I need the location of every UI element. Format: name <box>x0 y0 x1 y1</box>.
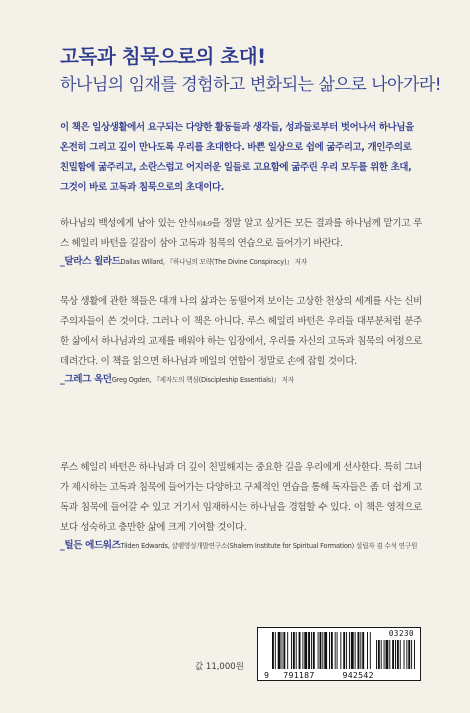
isbn-barcode <box>257 627 421 681</box>
headline-block <box>60 44 460 97</box>
barcode-digits <box>264 670 374 680</box>
barcode-digit-group: 9 <box>264 670 270 680</box>
endorsement-ogden <box>60 292 422 388</box>
barcode-addon-number: 03230 <box>388 629 414 638</box>
endorser-credit: Greg Ogden, 『제자도의 핵심(Discipleship Essentials)』 저자 <box>111 376 294 384</box>
intro-paragraph: 이 책은 일상생활에서 요구되는 다양한 활동들과 생각들, 성과들로부터 벗어나서 하나님을 온전히 그리고 깊이 만나도록 우리를 초대한다. 바쁜 일상으로 쉼에 굶주리고, 개인주의로 친밀함에 굶주리고, 소란스럽고 어지러운 일들로 고요함에 굶주린 우리 모두를 위한 초대, 그것이 바로 고독과 침묵으로의 초대이다. <box>60 122 414 193</box>
headline-title: 고독과 침묵으로의 초대! <box>60 45 266 68</box>
endorsement-text-part: 을 정말 알고 싶거든 모든 결과를 하나님께 맡기고 루스 헤일리 바턴을 길잡이 삼아 고독과 침묵의 연습으로 들어가기 바란다. <box>60 218 422 249</box>
endorser-name: _그레그 옥던 <box>60 374 112 385</box>
endorser-name: _달라스 윌라드 <box>60 256 121 267</box>
endorser-name: _틸든 에드워즈 <box>60 540 121 551</box>
endorsement-text <box>60 214 422 254</box>
endorser-credit: Dallas Willard, 『하나님의 모략(The Divine Conspiracy)』 저자 <box>120 258 307 266</box>
endorsement-text-part: 하나님의 백성에게 남아 있는 안식 <box>60 218 197 229</box>
scripture-reference: 히4:9 <box>196 220 212 228</box>
headline-subtitle: 하나님의 임재를 경험하고 변화되는 삶으로 나아가라! <box>60 75 442 95</box>
barcode-digit-group: 791187 <box>283 670 315 680</box>
endorsement-attribution <box>60 538 422 554</box>
barcode-digit-group: 942542 <box>342 670 374 680</box>
price-label: 값 11,000원 <box>195 662 244 672</box>
endorsement-text: 묵상 생활에 관한 책들은 대개 나의 삶과는 동떨어져 보이는 고상한 천상의 세계를 사는 신비주의자들이 쓴 것이다. 그러나 이 책은 아니다. 루스 헤일리 바턴은 우리들 대부분처럼 분주한 삶에서 하나님과의 교제를 배워야 하는 입장에서, 우리를 자신의 고독과 침묵의 여정으로 데려간다. 이 책을 읽으면 하나님과 메일의 연합이 정말로 손에 잡힐 것이다. <box>60 296 422 367</box>
endorsement-edwards <box>60 458 422 554</box>
endorsement-attribution <box>60 372 422 388</box>
endorsement-willard <box>60 214 422 270</box>
endorsement-text: 루스 헤일리 바턴은 하나님과 더 깊이 친밀해지는 중요한 길을 우리에게 선사한다. 특히 그녀가 제시하는 고독과 침묵에 들어가는 다양하고 구체적인 연습을 통해 독자들은 좀 더 쉽게 고독과 침묵에 들어갈 수 있고 거기서 임재하시는 하나님을 경험할 수 있다. 이 책은 영적으로 보다 성숙하고 충만한 삶에 크게 기여할 것이다. <box>60 462 422 533</box>
endorsement-attribution <box>60 254 422 270</box>
endorser-credit: Tilden Edwards, 샬렘영성개발연구소(Shalem Institute for Spiritual Formation) 설립자 겸 수석 연구원 <box>120 542 418 550</box>
